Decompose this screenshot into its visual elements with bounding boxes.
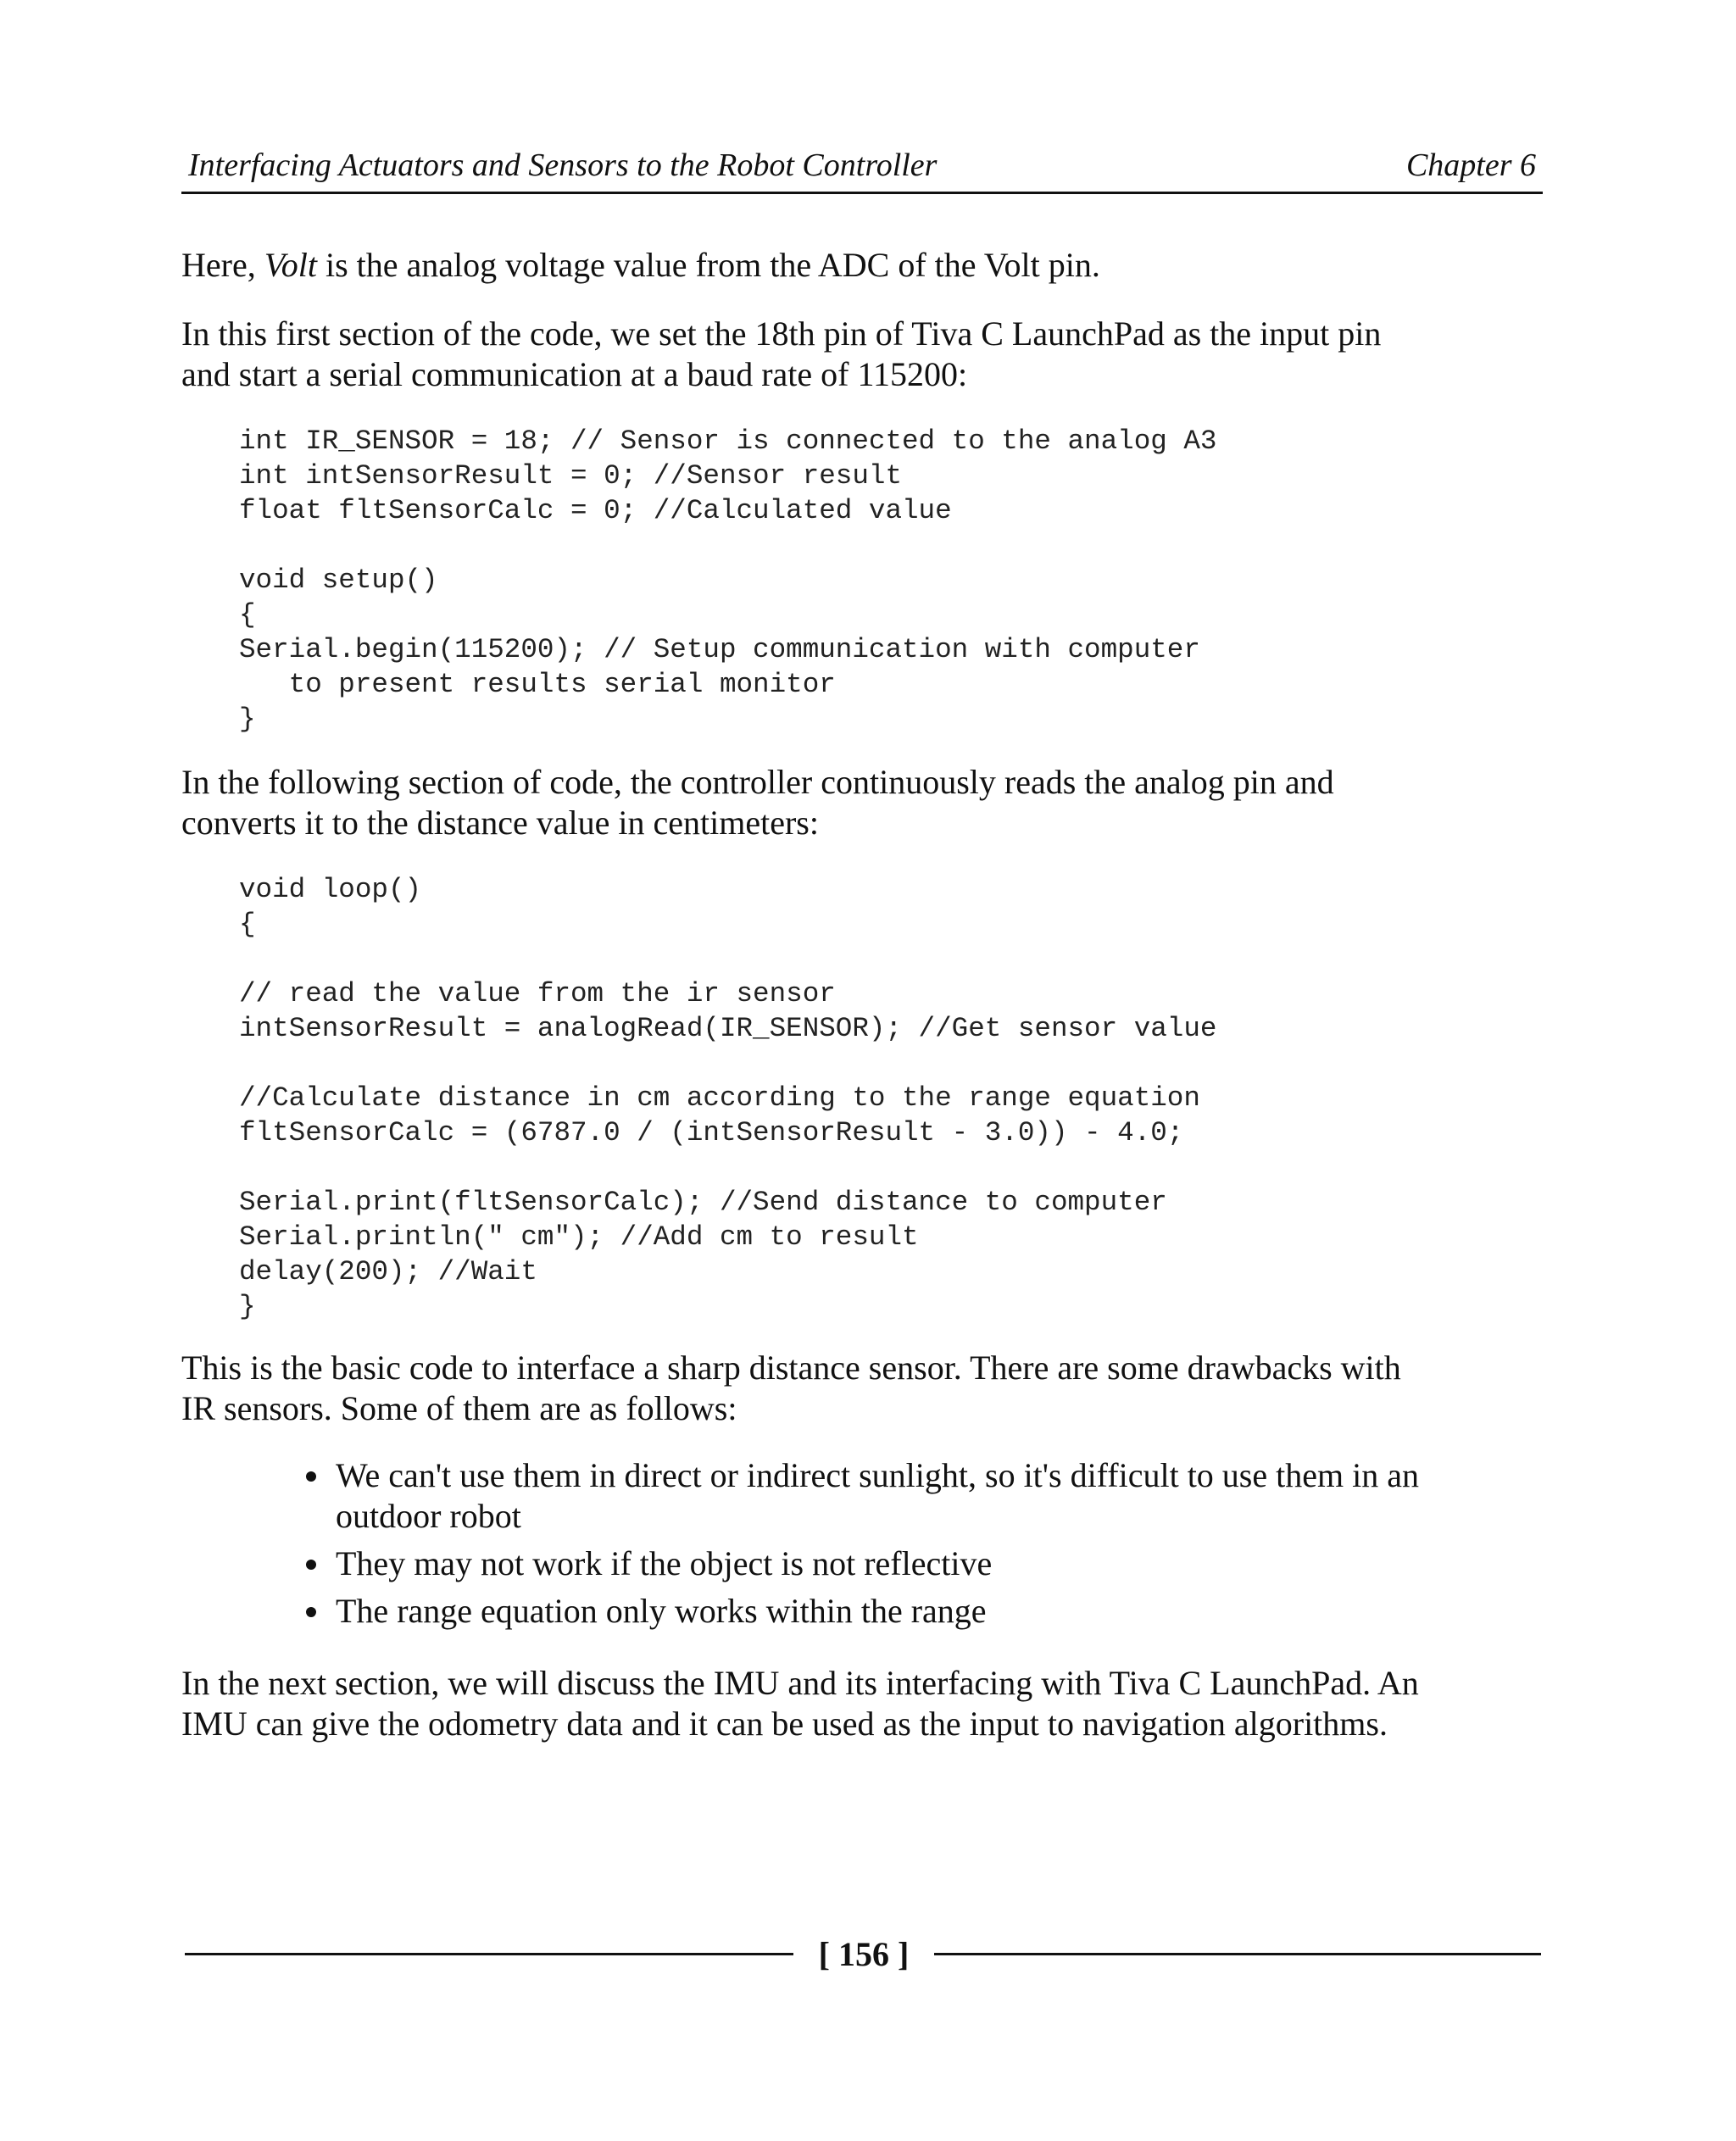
footer-rule-right (934, 1953, 1541, 1955)
running-title: Interfacing Actuators and Sensors to the Robot Controller (188, 147, 938, 183)
paragraph-volt-definition (181, 245, 1543, 286)
paragraph-setup-intro (181, 314, 1543, 395)
bullet-icon (306, 1607, 316, 1617)
code-line: int intSensorResult = 0; //Sensor result (239, 460, 903, 492)
list-item (303, 1543, 1543, 1584)
code-line (239, 528, 1216, 563)
page-header (181, 142, 1543, 194)
paragraph-line: IR sensors. Some of them are as follows: (181, 1389, 737, 1427)
code-line: } (239, 1291, 256, 1322)
paragraph-line: In the following section of code, the controller continuously reads the analog pin and (181, 763, 1334, 801)
paragraph-line: converts it to the distance value in centimeters: (181, 804, 819, 842)
paragraph-line: In this first section of the code, we set the 18th pin of Tiva C LaunchPad as the input pin (181, 314, 1382, 353)
code-line: void loop() (239, 874, 422, 905)
code-line: float fltSensorCalc = 0; //Calculated value (239, 495, 952, 526)
emphasis-volt: Volt (264, 246, 317, 284)
paragraph-line: and start a serial communication at a baud rate of 115200: (181, 355, 968, 393)
code-line: { (239, 599, 256, 631)
code-line (239, 1046, 1216, 1081)
list-item-line: outdoor robot (336, 1497, 521, 1535)
code-line: fltSensorCalc = (6787.0 / (intSensorResult - 3.0)) - 4.0; (239, 1117, 1184, 1148)
code-line: // read the value from the ir sensor (239, 978, 836, 1009)
code-line: Serial.print(fltSensorCalc); //Send distance to computer (239, 1187, 1167, 1218)
code-block-loop (239, 872, 1216, 1324)
list-item-line: The range equation only works within the range (336, 1592, 987, 1630)
paragraph-text: is the analog voltage value from the ADC of the Volt pin. (316, 246, 1100, 284)
bullet-icon (306, 1471, 316, 1482)
page-number: [ 156 ] (818, 1935, 910, 1973)
paragraph-loop-intro (181, 762, 1543, 843)
list-item (303, 1591, 1543, 1632)
list-item (303, 1455, 1543, 1537)
paragraph-text: Here, (181, 246, 264, 284)
paragraph-imu-intro (181, 1663, 1543, 1744)
list-item-line: We can't use them in direct or indirect sunlight, so it's difficult to use them in an (336, 1456, 1419, 1494)
footer-rule-left (185, 1953, 793, 1955)
code-line (239, 1150, 1216, 1185)
bullet-icon (306, 1560, 316, 1570)
code-line: Serial.begin(115200); // Setup communication with computer (239, 634, 1200, 665)
code-line: { (239, 909, 256, 940)
code-line (239, 942, 1216, 976)
code-line: void setup() (239, 564, 438, 596)
paragraph-line: This is the basic code to interface a sharp distance sensor. There are some drawbacks with (181, 1349, 1401, 1387)
paragraph-drawbacks-intro (181, 1348, 1543, 1429)
code-line: } (239, 703, 256, 735)
code-line: delay(200); //Wait (239, 1256, 537, 1287)
code-line: //Calculate distance in cm according to the range equation (239, 1082, 1200, 1114)
paragraph-line: IMU can give the odometry data and it can be used as the input to navigation algorithms. (181, 1704, 1388, 1743)
code-block-setup (239, 424, 1216, 737)
code-line: Serial.println(" cm"); //Add cm to result (239, 1221, 919, 1253)
paragraph-line: In the next section, we will discuss the IMU and its interfacing with Tiva C LaunchPad. An (181, 1664, 1419, 1702)
drawbacks-list (303, 1455, 1543, 1638)
chapter-label: Chapter 6 (1405, 147, 1536, 183)
code-line: to present results serial monitor (239, 669, 836, 700)
code-line: int IR_SENSOR = 18; // Sensor is connected to the analog A3 (239, 425, 1217, 457)
list-item-line: They may not work if the object is not reflective (336, 1544, 993, 1582)
code-line: intSensorResult = analogRead(IR_SENSOR); //Get sensor value (239, 1013, 1217, 1044)
